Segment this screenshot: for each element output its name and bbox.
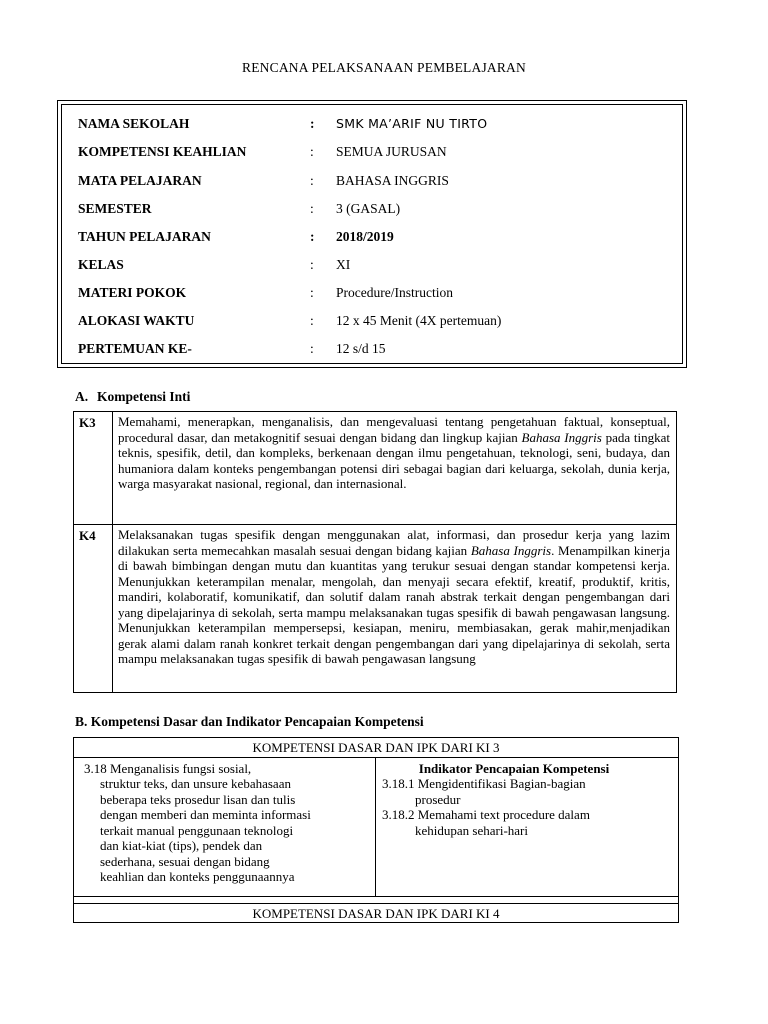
identity-value-class: XI (336, 257, 351, 272)
identity-separator: : (310, 173, 314, 188)
kd-line: dan kiat-kiat (tips), pendek dan (100, 838, 263, 853)
table-row-head-ki3 (74, 738, 679, 758)
section-a-letter: A. (75, 389, 89, 404)
identity-box-inner (61, 104, 683, 364)
identity-separator: : (310, 257, 314, 272)
identity-row-topic (78, 285, 682, 305)
table-head-ki4: KOMPETENSI DASAR DAN IPK DARI KI 4 (74, 903, 679, 923)
identity-label: KOMPETENSI KEAHLIAN (78, 144, 247, 159)
identity-row-class (78, 257, 682, 277)
kd-line: keahlian dan konteks penggunaannya (100, 869, 295, 884)
identity-separator: : (310, 144, 314, 159)
kd-line: sederhana, sesuai dengan bidang (100, 853, 270, 869)
kd-line: dengan memberi dan meminta informasi (100, 807, 311, 822)
competency-text-k3 (113, 412, 677, 525)
kd-first-line: 3.18 Menganalisis fungsi sosial, (84, 760, 252, 776)
section-a-heading (75, 389, 190, 405)
identity-label: PERTEMUAN KE- (78, 341, 192, 356)
competency-text-part: pada tingkat teknis, spesifik, detil, dan kompleks, berkenaan dengan ilmu pengetahuan, teknologi, seni, budaya, dan humaniora dalam konteks pengembangan potensi diri sebagai bagian dari keluarga, sekolah, dunia kerja, warga masyarakat nasional, regional, dan internasional. (118, 429, 670, 491)
identity-row-year (78, 229, 682, 249)
identity-label: KELAS (78, 257, 124, 272)
competency-text-italic: Bahasa Inggris (521, 429, 602, 445)
identity-value-time: 12 x 45 Menit (4X pertemuan) (336, 313, 502, 328)
identity-separator: : (310, 116, 315, 131)
identity-value-meeting: 12 s/d 15 (336, 341, 386, 356)
identity-separator: : (310, 313, 314, 328)
identity-separator: : (310, 201, 314, 216)
competency-code: K3 (74, 412, 113, 525)
competency-text-k4 (113, 525, 677, 693)
identity-separator: : (310, 285, 314, 300)
competency-text-italic: Bahasa Inggris (470, 542, 552, 558)
identity-value-subject: BAHASA INGGRIS (336, 173, 449, 188)
identity-row-subject (78, 173, 682, 193)
identity-label: ALOKASI WAKTU (78, 313, 195, 328)
competency-text-part: Melaksanakan tugas spesifik dengan menggunakan alat, informasi, dan prosedur kerja yang lazim dilakukan serta memecahkan masalah sesuai dengan bidang kajian (118, 527, 670, 558)
identity-label: TAHUN PELAJARAN (78, 229, 211, 244)
indicator-cell (376, 757, 679, 896)
identity-value-school: SMK MA’ARIF NU TIRTO (336, 116, 488, 131)
table-spacer-cell (74, 896, 679, 903)
indicator-item (382, 776, 674, 807)
table-row-kd (74, 757, 679, 896)
identity-separator: : (310, 341, 314, 356)
table-row-k3 (74, 412, 677, 525)
identity-row-expertise (78, 144, 682, 164)
table-head-ki3: KOMPETENSI DASAR DAN IPK DARI KI 3 (74, 738, 679, 758)
indicator-item-line: 3.18.2 Memahami text procedure dalam (382, 807, 590, 822)
competency-code: K4 (74, 525, 113, 693)
identity-row-meeting (78, 341, 682, 361)
identity-row-time (78, 313, 682, 333)
table-row-head-ki4 (74, 903, 679, 923)
identity-label: MATA PELAJARAN (78, 173, 202, 188)
indicator-item-line: 3.18.1 Mengidentifikasi Bagian-bagian (382, 776, 586, 791)
kd-line: beberapa teks prosedur lisan dan tulis (100, 791, 296, 807)
identity-label: NAMA SEKOLAH (78, 116, 190, 131)
identity-value-semester: 3 (GASAL) (336, 201, 401, 216)
indicator-item-line: prosedur (415, 791, 461, 807)
identity-label: SEMESTER (78, 201, 152, 216)
identity-value-year: 2018/2019 (336, 229, 394, 244)
table-row-spacer (74, 896, 679, 903)
indicator-item-line: kehidupan sehari-hari (415, 822, 528, 838)
competency-text-part: . Menampilkan kinerja di bawah bimbingan dengan mutu dan kuantitas yang terukur sesuai dengan standar kompetensi kerja. Menunjukkan keterampilan menalar, mengolah, dan menyaji secara efektif, kreatif, produktif, kritis, mandiri, kolaboratif, komunikatif, dan solutif dalam ranah abstrak terkait dengan pengembangan dari yang dipelajarinya di sekolah, serta mampu melaksanakan tugas spesifik di bawah pengawasan langsung. Menunjukkan keterampilan mempersepsi, kesiapan, meniru, membiasakan, gerak mahir,menjadikan gerak alami dalam ranah konkret terkait dengan pengembangan dari yang dipelajarinya di sekolah, serta mampu melaksanakan tugas spesifik di bawah pengawasan langsung (118, 542, 670, 666)
identity-box (57, 100, 687, 368)
basic-competency-cell (74, 757, 376, 896)
identity-separator: : (310, 229, 315, 244)
section-a-title: Kompetensi Inti (97, 389, 191, 404)
competency-text-part: Memahami, menerapkan, menganalisis, dan mengevaluasi tentang pengetahuan faktual, konseptual, procedural dasar, dan metakognitif sesuai dengan bidang dan lingkup kajian (118, 414, 670, 445)
identity-row-semester (78, 201, 682, 221)
section-b-heading: B. Kompetensi Dasar dan Indikator Pencapaian Kompetensi (75, 714, 424, 729)
identity-row-school (78, 116, 682, 136)
indicator-item (382, 807, 674, 838)
identity-value-expertise: SEMUA JURUSAN (336, 144, 447, 159)
basic-competency-table (73, 737, 679, 923)
identity-value-topic: Procedure/Instruction (336, 285, 453, 300)
table-row-k4 (74, 525, 677, 693)
identity-label: MATERI POKOK (78, 285, 187, 300)
kd-line: struktur teks, dan unsure kebahasaan (100, 776, 291, 791)
indicator-title: Indikator Pencapaian Kompetensi (418, 760, 610, 776)
kd-line: terkait manual penggunaan teknologi (100, 822, 294, 838)
core-competency-table (73, 411, 677, 693)
document-title: RENCANA PELAKSANAAN PEMBELAJARAN (242, 60, 526, 75)
